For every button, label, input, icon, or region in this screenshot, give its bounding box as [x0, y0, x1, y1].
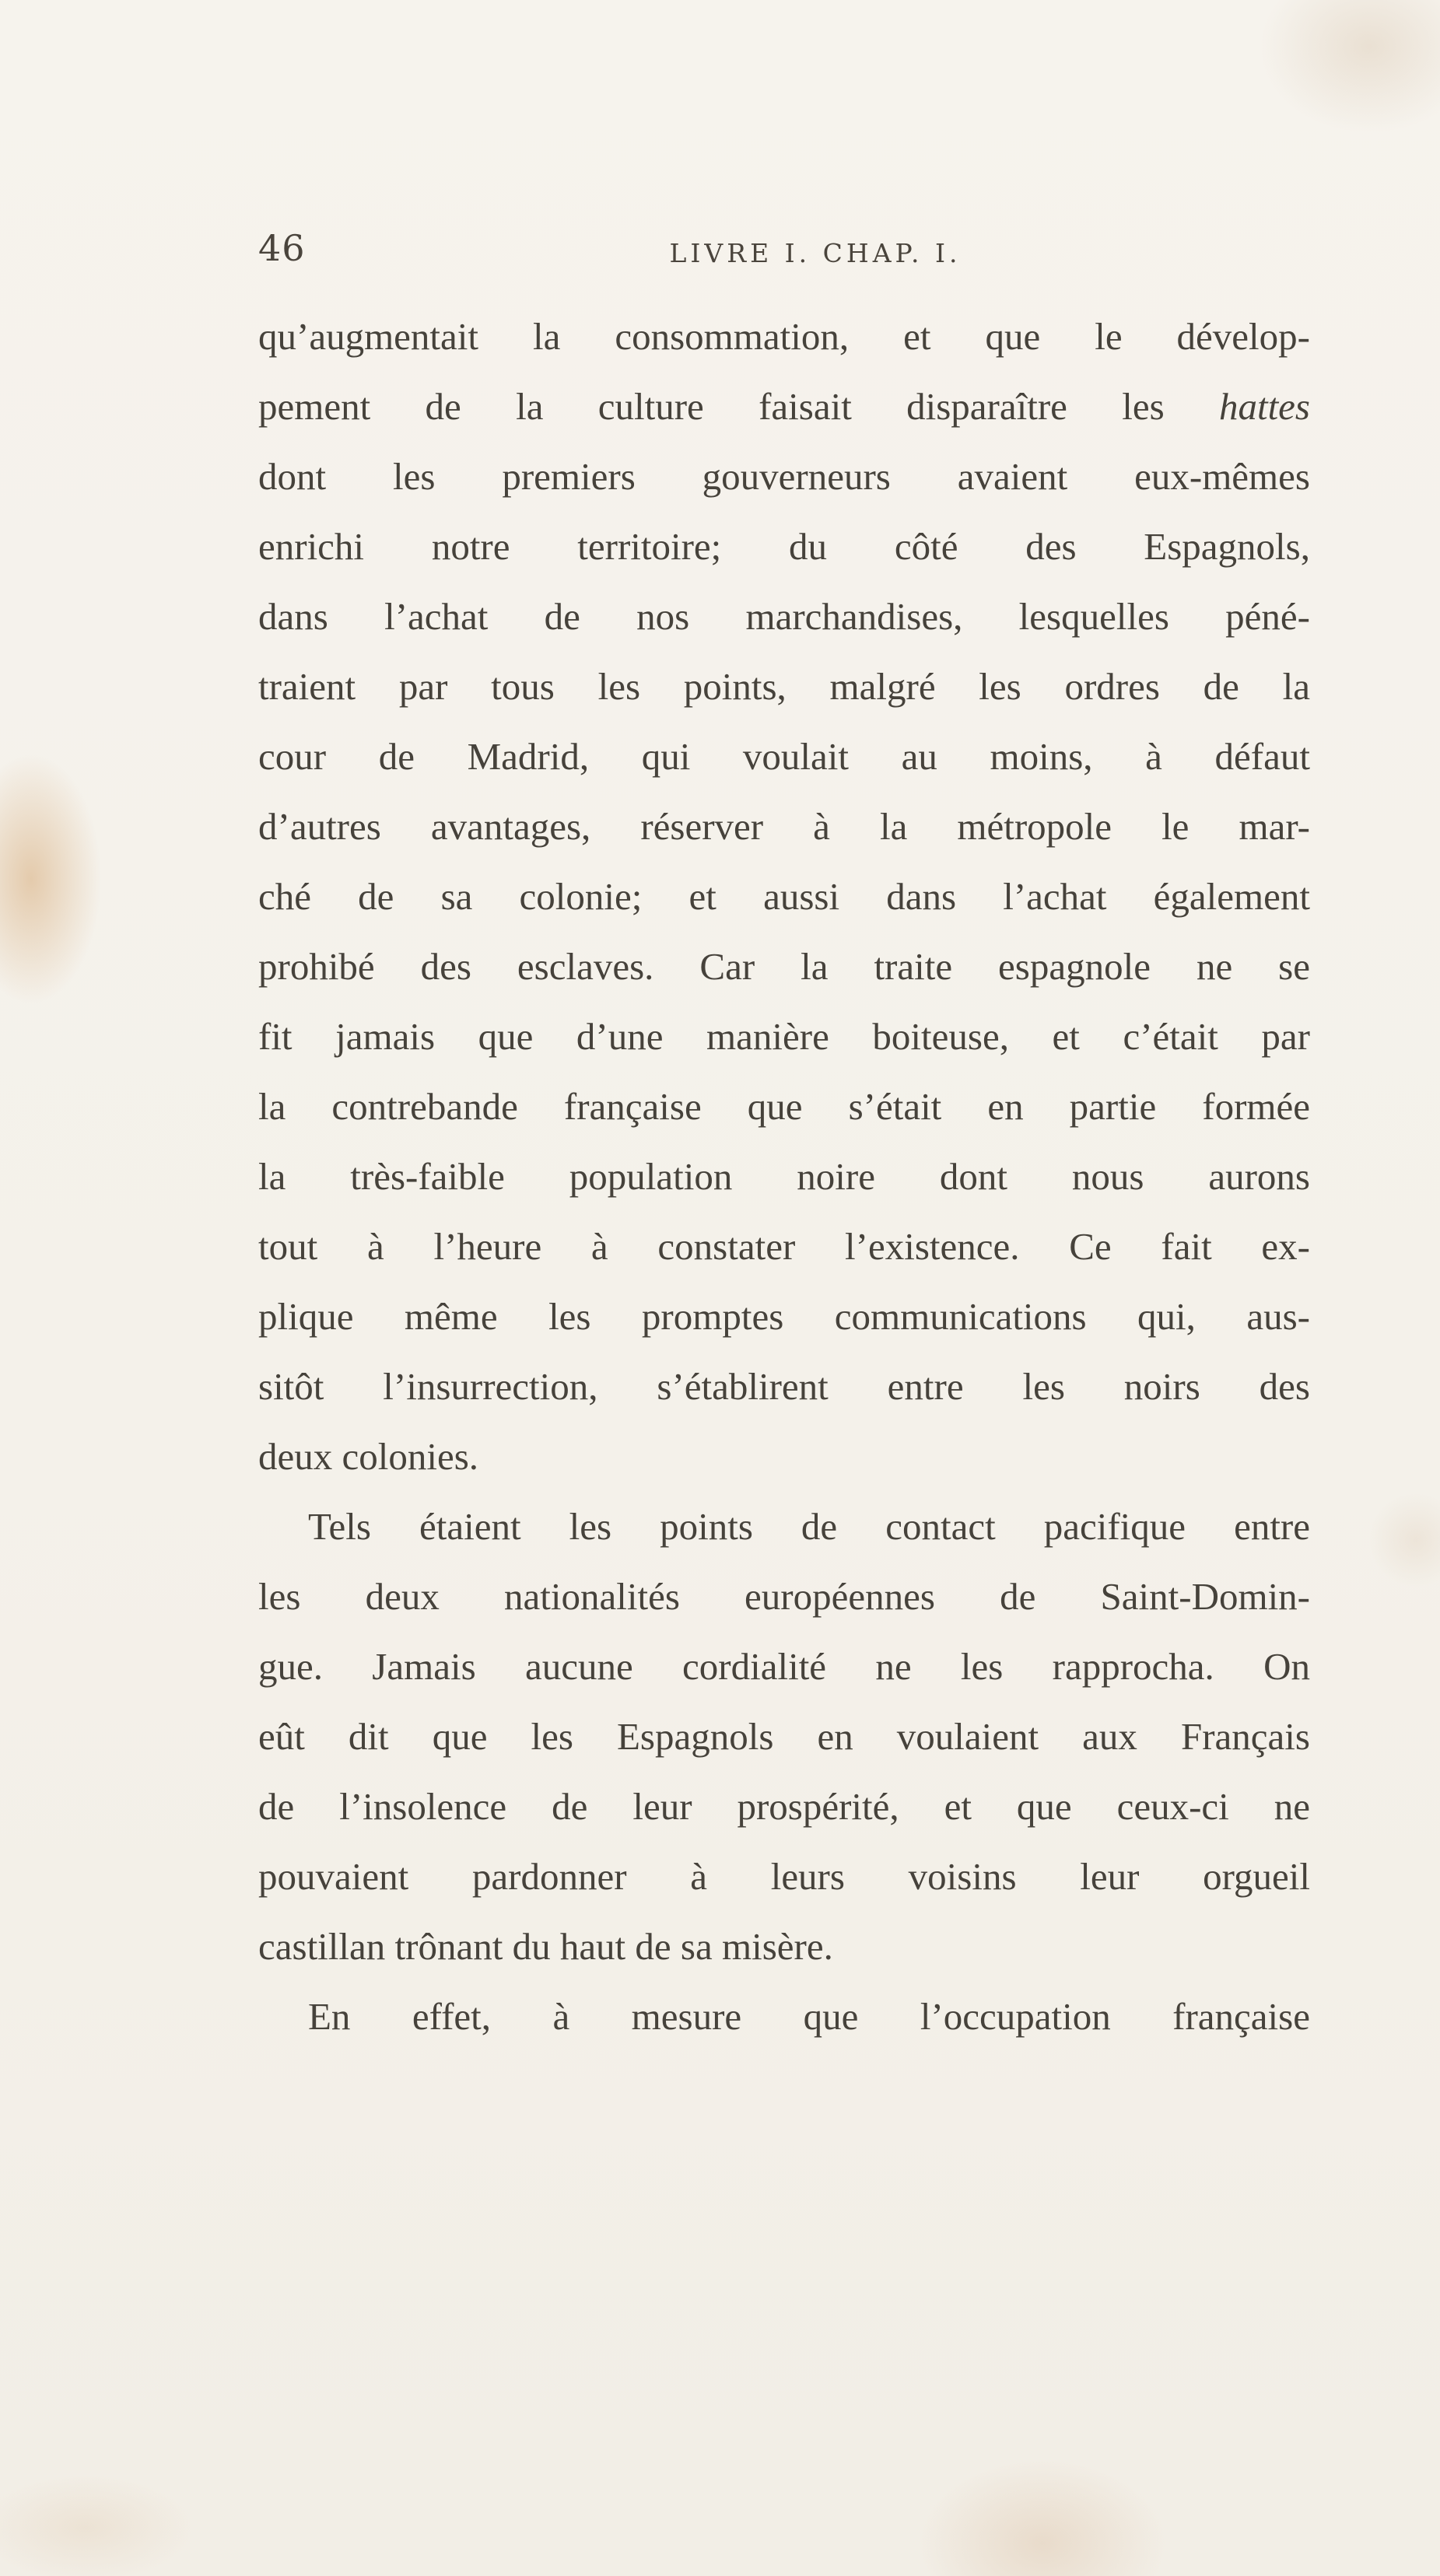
paragraph — [258, 1982, 1310, 2052]
text-line: sitôt l’insurrection, s’établirent entre les noirs des — [258, 1365, 1310, 1408]
running-head: LIVRE I. CHAP. I. — [669, 238, 962, 268]
text-line: cour de Madrid, qui voulait au moins, à défaut — [258, 735, 1310, 778]
italic-term: hattes — [1218, 385, 1310, 428]
text-line: plique même les promptes communications qui, aus- — [258, 1295, 1310, 1338]
text-line: En effet, à mesure que l’occupation française — [308, 1995, 1310, 2038]
text-line: ché de sa colonie; et aussi dans l’achat également — [258, 875, 1310, 918]
text-line: fit jamais que d’une manière boiteuse, et c’était par — [258, 1015, 1310, 1058]
text-line: qu’augmentait la consommation, et que le dévelop- — [258, 315, 1310, 358]
paragraph-continued — [258, 302, 1310, 1492]
text-fragment: pement de la culture faisait disparaître les — [258, 385, 1219, 428]
text-line: gue. Jamais aucune cordialité ne les rapprocha. On — [258, 1645, 1310, 1688]
body-text — [258, 302, 1310, 2052]
text-line: dans l’achat de nos marchandises, lesquelles péné- — [258, 595, 1310, 638]
page-header — [258, 227, 1310, 282]
text-line: la contrebande française que s’était en partie formée — [258, 1085, 1310, 1128]
text-line — [258, 372, 1310, 442]
paragraph — [258, 1492, 1310, 1982]
text-line: prohibé des esclaves. Car la traite espagnole ne se — [258, 945, 1310, 988]
text-line: les deux nationalités européennes de Saint-Domin- — [258, 1575, 1310, 1618]
text-line: pouvaient pardonner à leurs voisins leur orgueil — [258, 1855, 1310, 1898]
text-line: enrichi notre territoire; du côté des Espagnols, — [258, 525, 1310, 568]
text-line: la très-faible population noire dont nous aurons — [258, 1155, 1310, 1198]
page-number: 46 — [258, 227, 306, 269]
text-line: de l’insolence de leur prospérité, et que ceux-ci ne — [258, 1785, 1310, 1828]
text-line: Tels étaient les points de contact pacifique entre — [308, 1505, 1310, 1548]
text-line: dont les premiers gouverneurs avaient eux-mêmes — [258, 455, 1310, 498]
text-line: tout à l’heure à constater l’existence. Ce fait ex- — [258, 1225, 1310, 1268]
text-line: castillan trônant du haut de sa misère. — [258, 1925, 833, 1968]
text-line: deux colonies. — [258, 1435, 479, 1478]
text-line: d’autres avantages, réserver à la métropole le mar- — [258, 805, 1310, 848]
text-line: traient par tous les points, malgré les ordres de la — [258, 665, 1310, 708]
text-line: eût dit que les Espagnols en voulaient aux Français — [258, 1715, 1310, 1758]
